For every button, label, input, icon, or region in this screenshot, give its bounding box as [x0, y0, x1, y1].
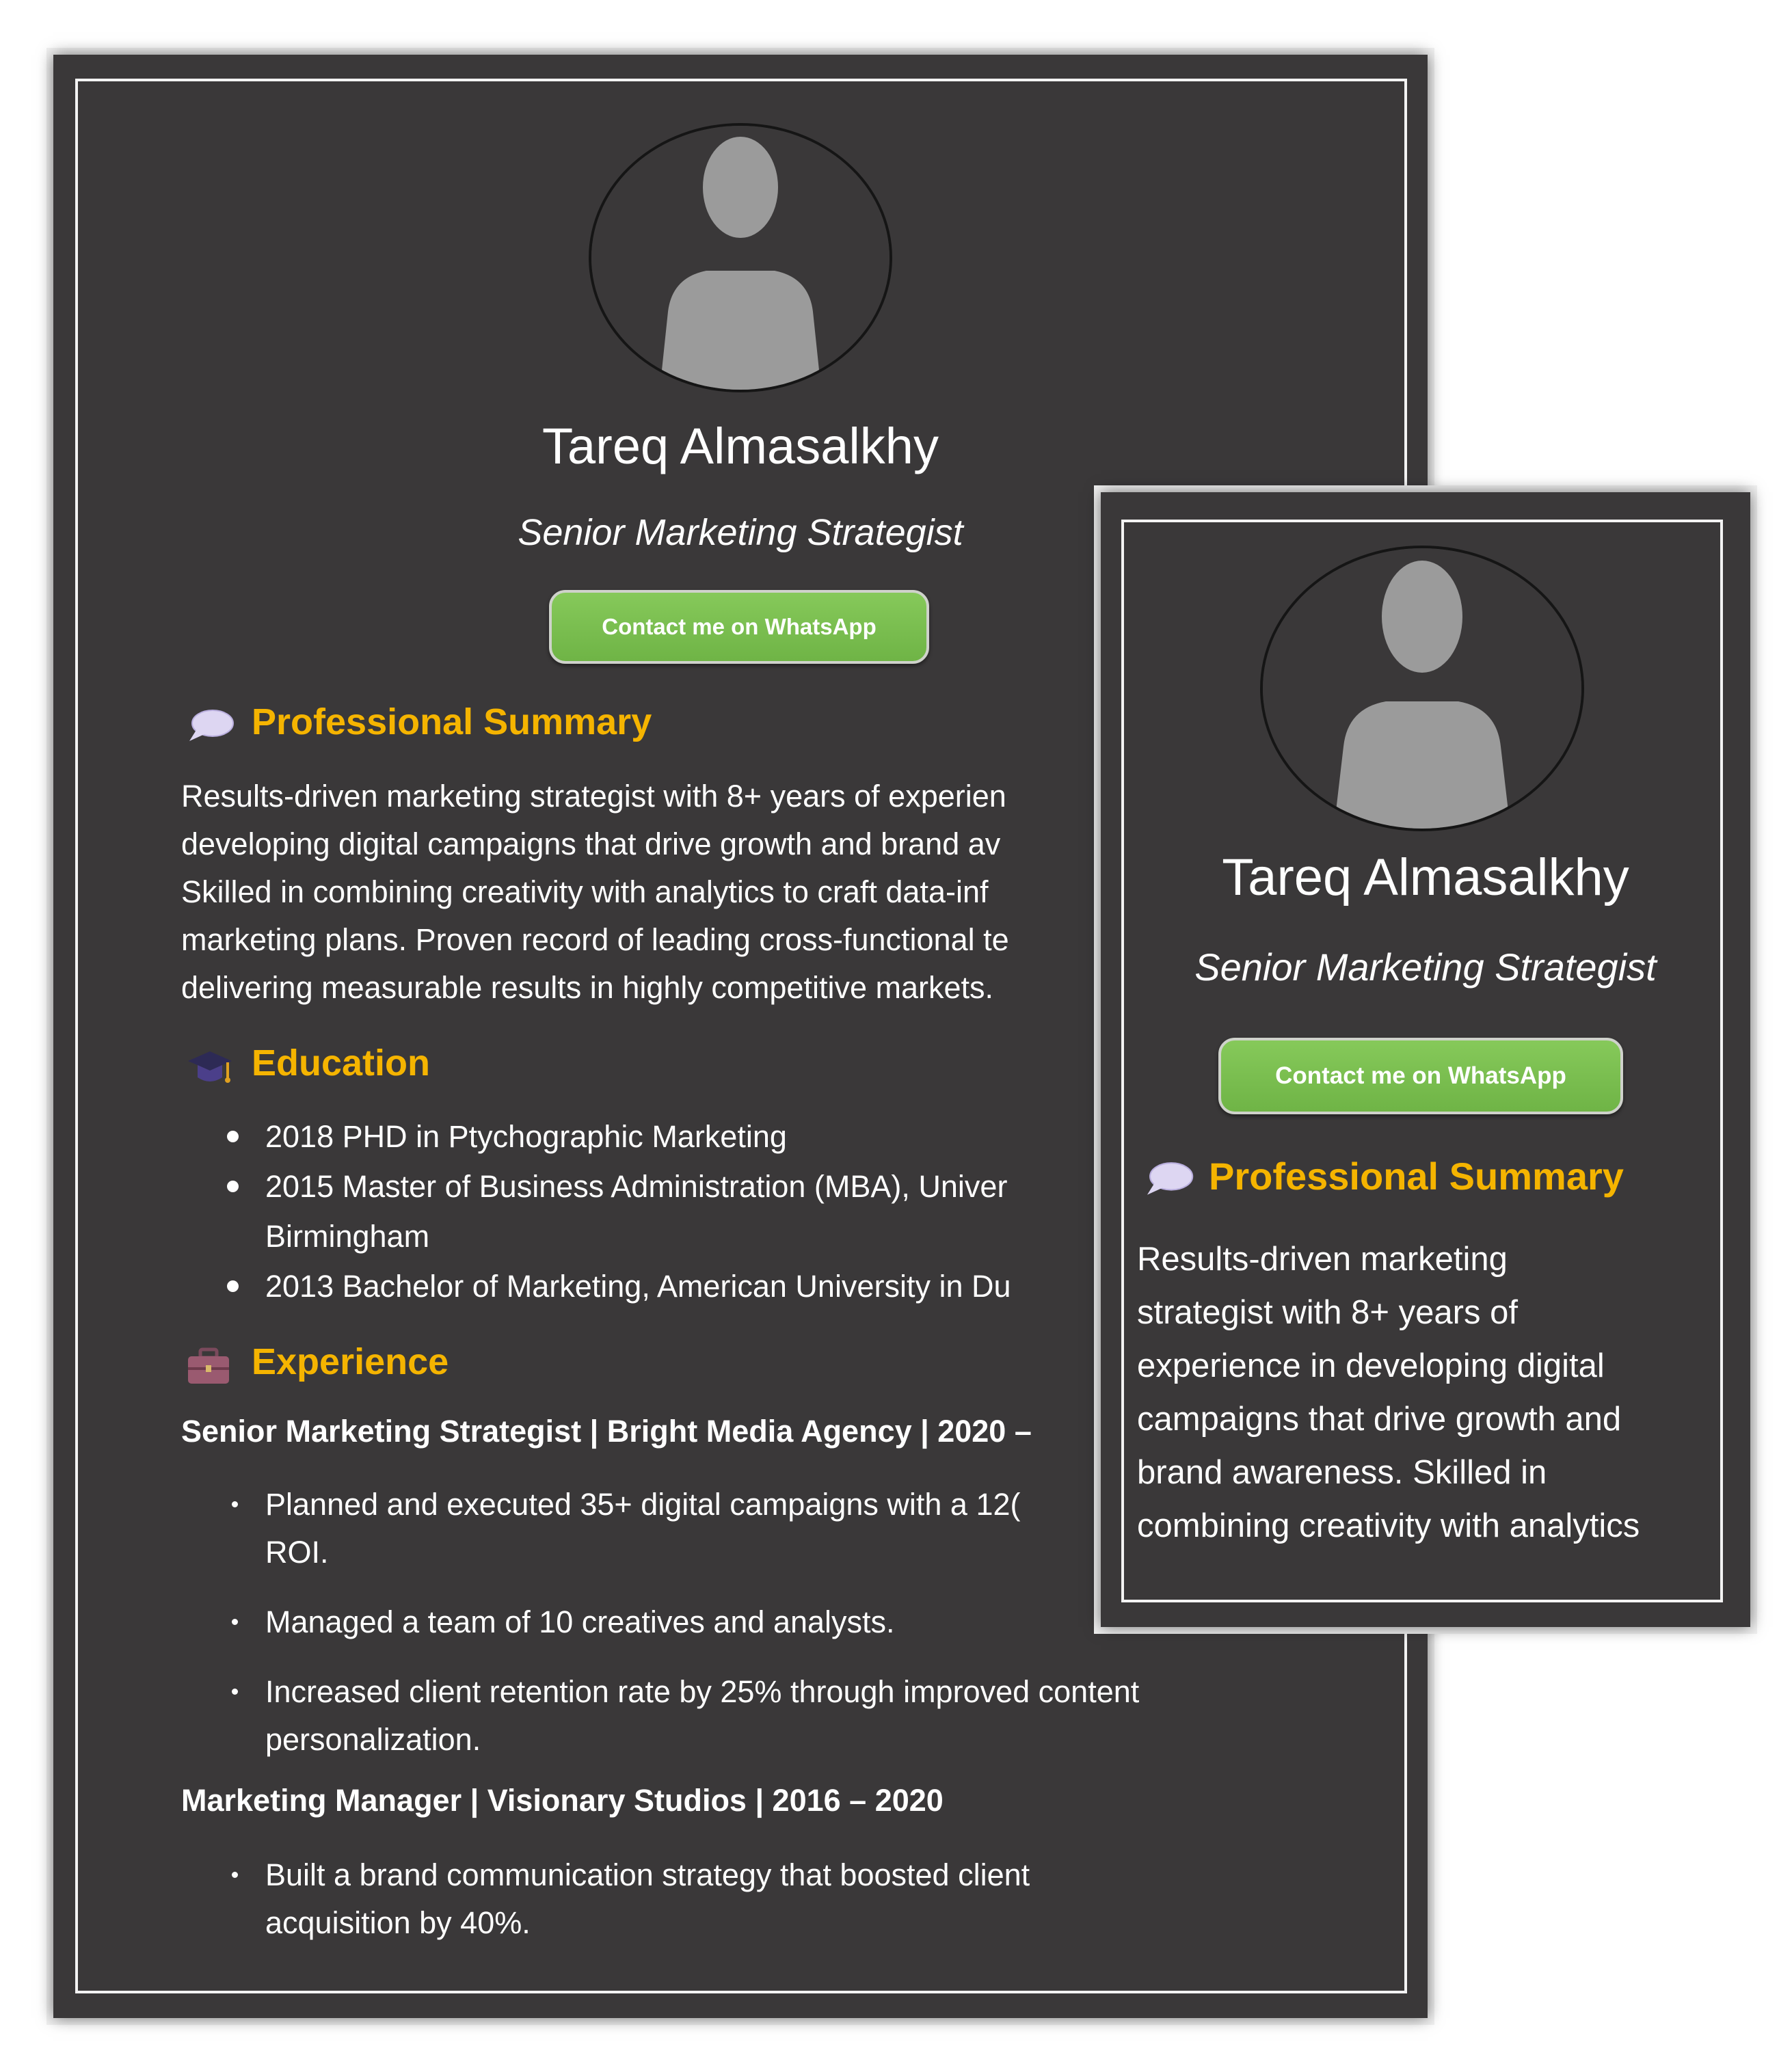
job-title: Marketing Manager | Visionary Studios | 2016 – 2020 [181, 1783, 944, 1818]
education-item-text: 2018 PHD in Ptychographic Marketing [265, 1119, 787, 1154]
bullet-text: acquisition by 40%. [265, 1905, 531, 1940]
summary-heading: Professional Summary [252, 701, 652, 742]
speech-bubble-icon [1144, 1159, 1194, 1199]
education-item-text: 2013 Bachelor of Marketing, American University in Du [265, 1269, 1011, 1304]
experience-heading: Experience [252, 1341, 449, 1382]
summary-heading: Professional Summary [1209, 1155, 1624, 1198]
job-bullet-list [181, 1851, 1357, 1969]
profile-role: Senior Marketing Strategist [518, 512, 963, 553]
summary-line: campaigns that drive growth and [1137, 1401, 1622, 1438]
contact-whatsapp-button[interactable]: Contact me on WhatsApp [1218, 1038, 1623, 1114]
education-heading: Education [252, 1043, 431, 1084]
profile-name: Tareq Almasalkhy [542, 418, 939, 474]
summary-line: strategist with 8+ years of [1137, 1294, 1518, 1331]
avatar [1260, 546, 1584, 831]
person-silhouette-icon [1263, 548, 1581, 829]
person-silhouette-icon [591, 126, 890, 390]
summary-line: Skilled in combining creativity with analytics to craft data-inf [181, 874, 989, 909]
summary-line: Results-driven marketing strategist with 8+ years of experien [181, 779, 1006, 814]
list-item [181, 1161, 1248, 1261]
graduation-cap-icon [187, 1047, 233, 1090]
bullet-text: ROI. [265, 1535, 329, 1570]
speech-bubble-icon [187, 707, 235, 745]
summary-line: experience in developing digital [1137, 1347, 1605, 1384]
bullet-text: Planned and executed 35+ digital campaigns with a 12( [265, 1487, 1021, 1522]
education-list [181, 1112, 1248, 1311]
summary-text [181, 772, 1248, 1012]
summary-line: marketing plans. Proven record of leading cross-functional te [181, 922, 1009, 957]
education-item-text: Birmingham [265, 1219, 430, 1254]
avatar [589, 123, 892, 392]
contact-whatsapp-button[interactable]: Contact me on WhatsApp [549, 590, 929, 664]
profile-role: Senior Marketing Strategist [1194, 945, 1657, 989]
summary-line: developing digital campaigns that drive growth and brand av [181, 826, 1001, 861]
briefcase-icon [187, 1347, 230, 1386]
summary-line: Results-driven marketing [1137, 1241, 1508, 1278]
summary-line: combining creativity with analytics [1137, 1507, 1640, 1544]
summary-line: brand awareness. Skilled in [1137, 1454, 1547, 1491]
bullet-text: Managed a team of 10 creatives and analysts. [265, 1604, 895, 1639]
list-item [181, 1112, 1248, 1161]
list-item [181, 1668, 1357, 1764]
bullet-text: personalization. [265, 1722, 481, 1757]
bullet-text: Built a brand communication strategy that boosted client [265, 1857, 1030, 1892]
profile-name: Tareq Almasalkhy [1222, 848, 1629, 906]
list-item [181, 1261, 1248, 1311]
summary-line: delivering measurable results in highly competitive markets. [181, 970, 994, 1005]
summary-text [1137, 1233, 1718, 1552]
bullet-text: Increased client retention rate by 25% through improved content [265, 1674, 1140, 1709]
education-item-text: 2015 Master of Business Administration (MBA), Univer [265, 1169, 1008, 1204]
list-item [181, 1851, 1357, 1947]
mobile-resume-card [1101, 492, 1750, 1627]
job-title: Senior Marketing Strategist | Bright Media Agency | 2020 – [181, 1414, 1032, 1449]
